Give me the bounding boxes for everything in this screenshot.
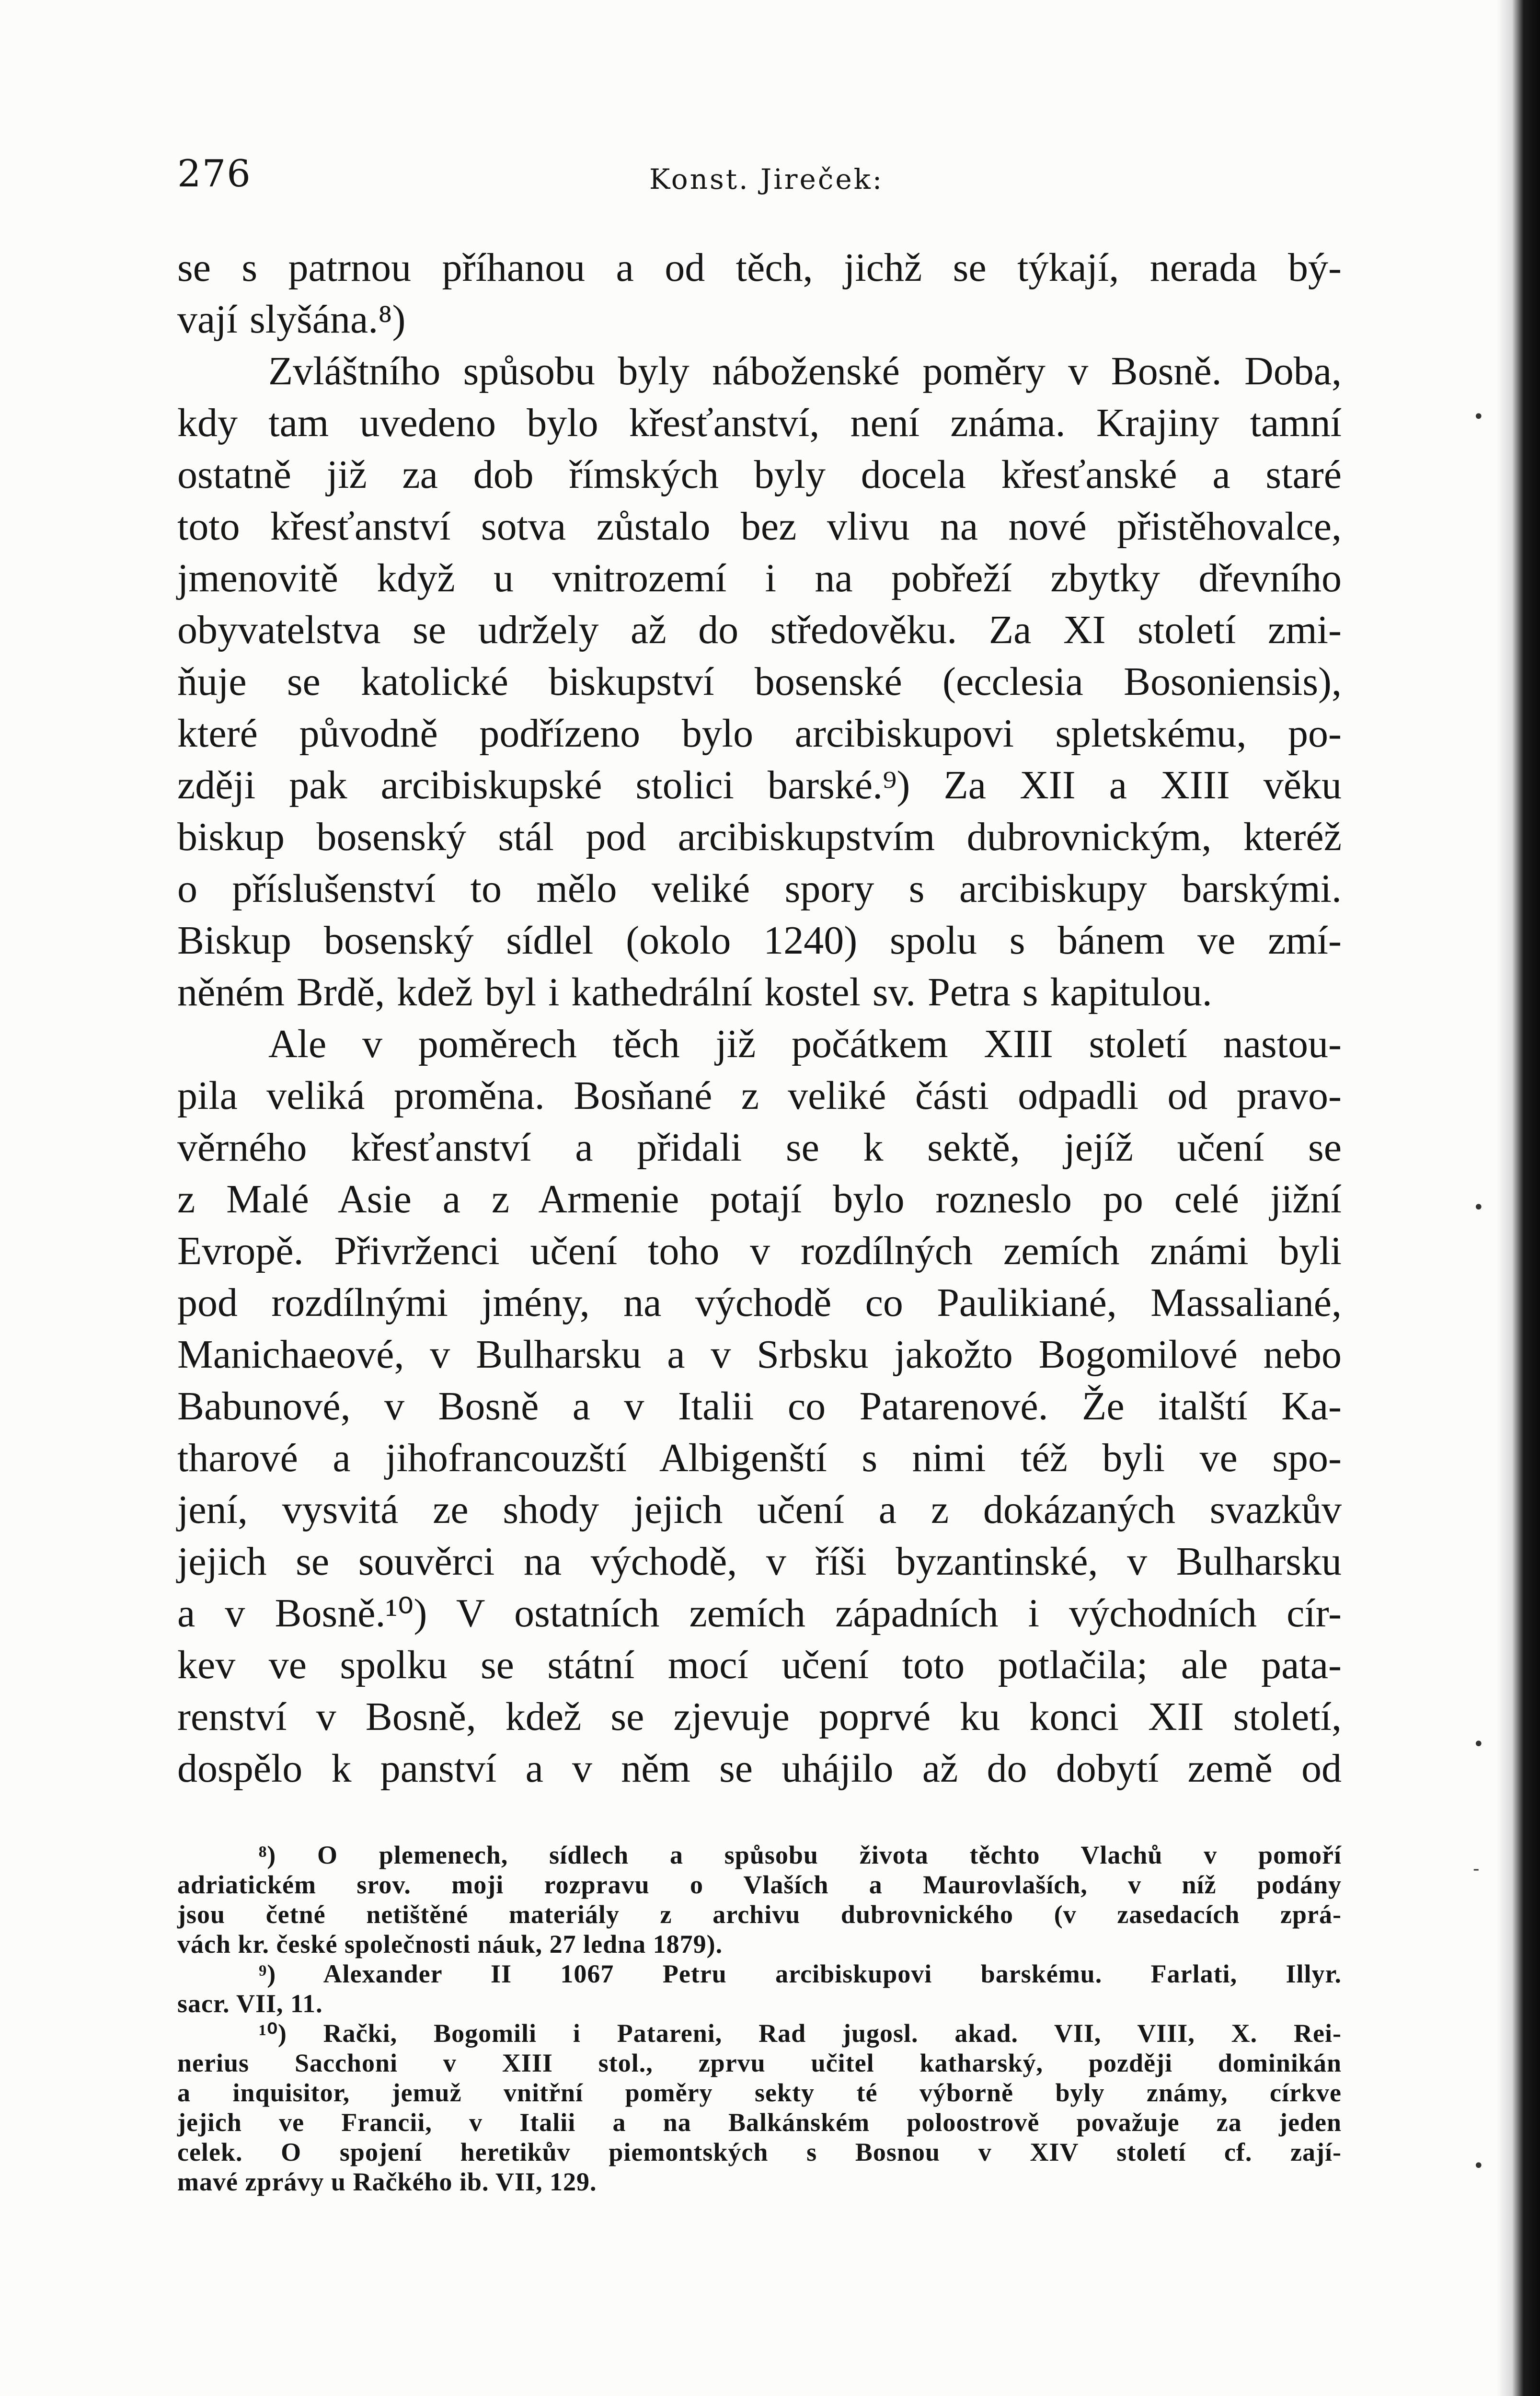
margin-mark: • xyxy=(1473,1733,1484,1755)
page-header xyxy=(177,152,1342,205)
footnotes xyxy=(177,1840,1342,2197)
text-line: jejich se souvěrci na východě, v říši byzantinské, v Bulharsku xyxy=(177,1539,1342,1584)
text-line: něném Brdě, kdež byl i kathedrální kostel sv. Petra s kapitulou. xyxy=(177,970,1212,1014)
text-line: obyvatelstva se udržely až do středověku. Za XI století zmi- xyxy=(177,608,1342,652)
footnote-line: mavé zprávy u Račkého ib. VII, 129. xyxy=(177,2167,597,2196)
text-line: toto křesťanství sotva zůstalo bez vlivu na nové přistěhovalce, xyxy=(177,504,1342,549)
text-line: Zvláštního spůsobu byly náboženské poměry v Bosně. Doba, xyxy=(268,349,1342,393)
footnote-line: adriatickém srov. moji rozpravu o Vlaších a Maurovlaších, v níž podány xyxy=(177,1870,1342,1899)
footnote-line: ⁹) Alexander II 1067 Petru arcibiskupovi barskému. Farlati, Illyr. xyxy=(259,1959,1342,1988)
footnote-line: ⁸) O plemenech, sídlech a spůsobu života těchto Vlachů v pomoří xyxy=(259,1841,1342,1869)
footnote-line: a inquisitor, jemuž vnitřní poměry sekty té výborně byly známy, církve xyxy=(177,2078,1342,2107)
text-line: a v Bosně.¹⁰) V ostatních zemích západních i východních cír- xyxy=(177,1591,1342,1636)
margin-mark: • xyxy=(1473,1197,1484,1219)
page-edge-shadow xyxy=(1497,0,1540,2396)
text-line: Ale v poměrech těch již počátkem XIII století nastou- xyxy=(268,1022,1342,1066)
margin-mark: • xyxy=(1473,2155,1484,2177)
running-title: Konst. Jireček: xyxy=(649,163,884,196)
footnote-line: sacr. VII, 11. xyxy=(177,1989,323,2018)
page-number: 276 xyxy=(177,152,252,196)
footnote-line: vách kr. české společnosti náuk, 27 ledna 1879). xyxy=(177,1930,723,1958)
text-line: dospělo k panství a v něm se uhájilo až do dobytí země od xyxy=(177,1746,1342,1791)
text-line: které původně podřízeno bylo arcibiskupovi spletskému, po- xyxy=(177,711,1342,756)
footnote-line: celek. O spojení heretikův piemontských s Bosnou v XIV století cf. zají- xyxy=(177,2138,1342,2166)
footnote-line: nerius Sacchoni v XIII stol., zprvu učitel katharský, později dominikán xyxy=(177,2049,1342,2077)
text-line: Evropě. Přivrženci učení toho v rozdílných zemích známi byli xyxy=(177,1229,1342,1273)
text-line: se s patrnou příhanou a od těch, jichž se týkají, nerada bý- xyxy=(177,245,1342,290)
text-line: renství v Bosně, kdež se zjevuje poprvé ku konci XII století, xyxy=(177,1694,1342,1739)
main-text xyxy=(177,242,1342,1795)
text-line: jení, vysvitá ze shody jejich učení a z dokázaných svazkův xyxy=(177,1487,1342,1532)
footnote-line: jsou četné netištěné materiály z archivu dubrovnického (v zasedacích zprá- xyxy=(177,1900,1342,1929)
text-line: o příslušenství to mělo veliké spory s arcibiskupy barskými. xyxy=(177,866,1342,911)
text-line: Babunové, v Bosně a v Italii co Patarenové. Že italští Ka- xyxy=(177,1384,1342,1428)
margin-marks xyxy=(1473,0,1487,2396)
text-line: z Malé Asie a z Armenie potají bylo rozneslo po celé jižní xyxy=(177,1177,1342,1221)
text-line: kev ve spolku se státní mocí učení toto potlačila; ale pata- xyxy=(177,1643,1342,1687)
text-line: ňuje se katolické biskupství bosenské (ecclesia Bosoniensis), xyxy=(177,659,1342,704)
text-line: věrného křesťanství a přidali se k sektě, jejíž učení se xyxy=(177,1125,1342,1170)
text-line: jmenovitě když u vnitrozemí i na pobřeží zbytky dřevního xyxy=(177,556,1342,600)
margin-mark: - xyxy=(1473,1858,1480,1880)
text-line: ostatně již za dob římských byly docela křesťanské a staré xyxy=(177,452,1342,497)
text-line: kdy tam uvedeno bylo křesťanství, není známa. Krajiny tamní xyxy=(177,401,1342,445)
text-line: tharové a jihofrancouzští Albigenští s nimi též byli ve spo- xyxy=(177,1436,1342,1480)
footnote-line: ¹⁰) Rački, Bogomili i Patareni, Rad jugosl. akad. VII, VIII, X. Rei- xyxy=(259,2019,1342,2048)
footnote-line: jejich ve Francii, v Italii a na Balkánském poloostrově považuje za jeden xyxy=(177,2108,1342,2137)
text-line: pod rozdílnými jmény, na východě co Paulikiané, Massaliané, xyxy=(177,1280,1342,1325)
text-line: zději pak arcibiskupské stolici barské.⁹) Za XII a XIII věku xyxy=(177,763,1342,807)
text-line: pila veliká proměna. Bosňané z veliké části odpadli od pravo- xyxy=(177,1073,1342,1118)
text-line: Manichaeové, v Bulharsku a v Srbsku jakožto Bogomilové nebo xyxy=(177,1332,1342,1377)
margin-mark: • xyxy=(1473,406,1484,428)
text-line: Biskup bosenský sídlel (okolo 1240) spolu s bánem ve zmí- xyxy=(177,918,1342,963)
text-line: biskup bosenský stál pod arcibiskupstvím dubrovnickým, kteréž xyxy=(177,815,1342,859)
text-line: vají slyšána.⁸) xyxy=(177,297,406,342)
